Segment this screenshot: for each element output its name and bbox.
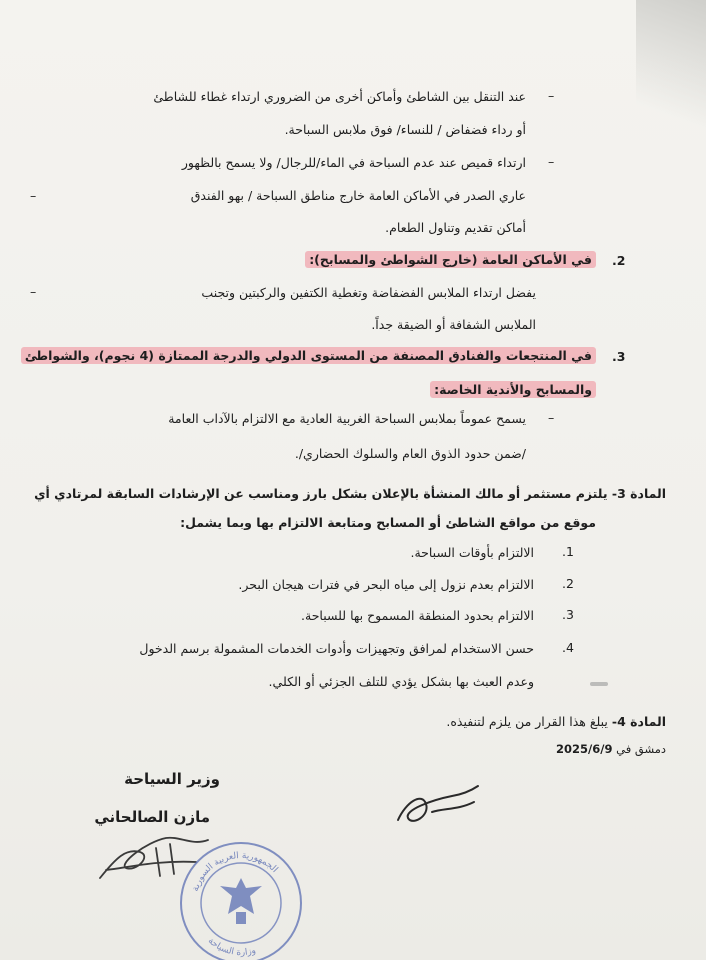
list-item-continuation: وعدم العبث بها بشكل يؤدي للتلف الجزئي أو الكلي. <box>268 674 534 689</box>
list-item: الالتزام بأوقات السباحة. <box>410 545 534 560</box>
section-heading-highlight: في الأماكن العامة (خارج الشواطئ والمسابح): <box>305 251 596 268</box>
list-item: الالتزام بحدود المنطقة المسموح بها للسباحة. <box>301 608 534 623</box>
date-value: 2025/6/9 <box>556 742 613 756</box>
section-heading <box>430 381 596 399</box>
list-item: الالتزام بعدم نزول إلى مياه البحر في فترات هيجان البحر. <box>238 577 534 592</box>
page-fold-shadow <box>636 0 706 160</box>
text-line: عند التنقل بين الشاطئ وأماكن أخرى من الضروري ارتداء غطاء للشاطئ <box>153 89 526 104</box>
text-line: أو رداء فضفاض / للنساء/ فوق ملابس السباحة. <box>284 122 526 137</box>
svg-text:وزارة السياحة <box>206 936 257 958</box>
bullet-dash: – <box>548 410 555 425</box>
list-number: .3 <box>562 607 574 622</box>
list-number: .2 <box>562 576 574 591</box>
trailing-dash: – <box>30 188 37 203</box>
bullet-dash: – <box>548 88 555 103</box>
article-3-line-1: المادة 3- يلتزم مستثمر أو مالك المنشأة بالإعلان بشكل بارز ومناسب عن الإرشادات السابقة لمرتادي أي <box>34 486 666 501</box>
article-4-text: يبلغ هذا القرار من يلزم لتنفيذه. <box>446 714 608 729</box>
eagle-emblem-icon <box>220 878 262 924</box>
trailing-dash: – <box>30 284 37 299</box>
scan-mark <box>590 682 608 686</box>
text-line: /ضمن حدود الذوق العام والسلوك الحضاري/. <box>294 446 526 461</box>
section-heading <box>21 347 596 365</box>
minister-title: وزير السياحة <box>124 770 220 788</box>
seal-text-bottom: وزارة السياحة <box>205 936 258 959</box>
list-number: .1 <box>562 544 574 559</box>
bullet-dash: – <box>548 154 555 169</box>
date-label: دمشق في <box>616 742 666 756</box>
list-number: .4 <box>562 640 574 655</box>
text-line: أماكن تقديم وتناول الطعام. <box>385 220 526 235</box>
text-line: يسمح عموماً بملابس السباحة الغربية العادية مع الالتزام بالآداب العامة <box>168 411 526 426</box>
text-line: عاري الصدر في الأماكن العامة خارج مناطق السباحة / بهو الفندق <box>190 188 526 203</box>
signature-mark <box>392 782 482 832</box>
list-item: حسن الاستخدام لمرافق وتجهيزات وأدوات الخدمات المشمولة برسم الدخول <box>139 641 534 656</box>
text-line: ارتداء قميص عند عدم السباحة في الماء/للرجال/ ولا يسمح بالظهور <box>181 155 526 170</box>
seal-text-top: الجمهورية العربية السورية <box>190 850 280 893</box>
seal-icon <box>176 838 306 960</box>
section-number: .2 <box>612 253 626 268</box>
section-heading-highlight: والمسابح والأندية الخاصة: <box>430 381 596 398</box>
official-seal <box>176 838 306 960</box>
minister-name: مازن الصالحاني <box>94 808 210 826</box>
section-heading <box>305 251 596 269</box>
article-4 <box>446 713 666 731</box>
section-heading-highlight: في المنتجعات والفنادق المصنفة من المستوى الدولي والدرجة الممتازة (4 نجوم)، والشواطئ <box>21 347 596 364</box>
date-line <box>556 740 666 758</box>
article-4-label: المادة 4- <box>611 714 666 729</box>
section-number: .3 <box>612 349 626 364</box>
text-line: يفضل ارتداء الملابس الفضفاضة وتغطية الكتفين والركبتين وتجنب <box>201 285 536 300</box>
article-3-line-2: موقع من مواقع الشاطئ أو المسابح ومتابعة الالتزام بها وبما يشمل: <box>180 515 596 530</box>
text-line: الملابس الشفافة أو الضيقة جداً. <box>371 317 536 332</box>
